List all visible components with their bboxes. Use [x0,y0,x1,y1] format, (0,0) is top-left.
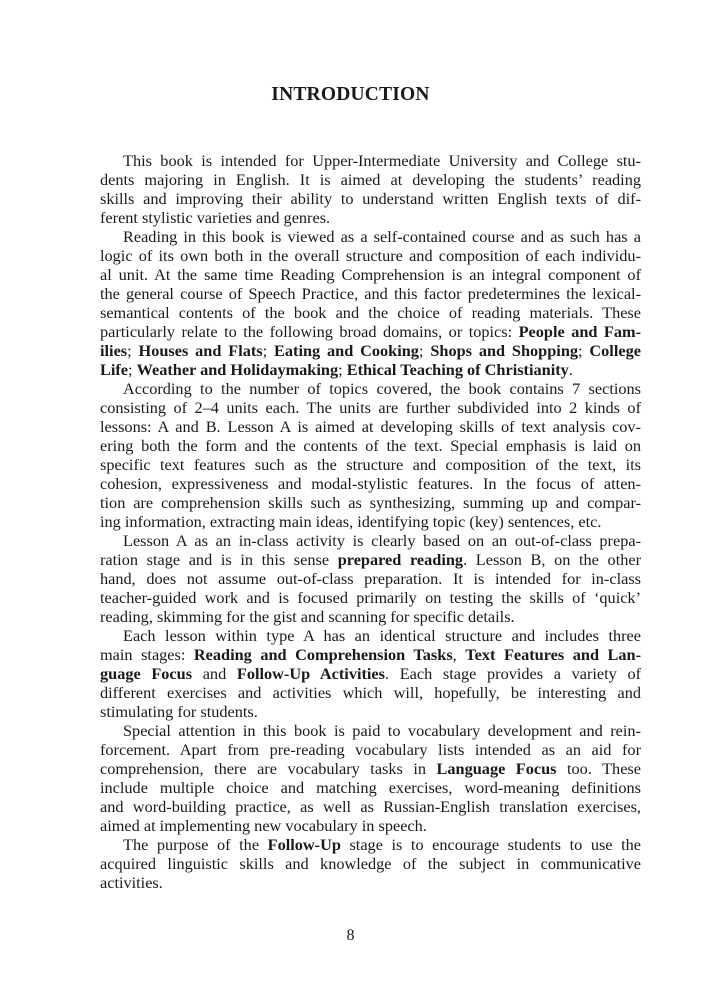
text-line [100,436,641,455]
text-segment: . Each stage provides a variety of [385,664,642,683]
text-line [100,569,641,588]
bold-term: guage Focus [100,664,193,683]
text-line [100,151,641,170]
text-segment: activities. [100,873,163,892]
text-line [100,550,641,569]
text-line [100,474,641,493]
text-line [100,246,641,265]
text-segment: aimed at implementing new vocabulary in speech. [100,816,427,835]
paragraph [100,721,641,835]
text-segment: hand, does not assume out-of-class preparation. It is intended for in-class [100,569,641,588]
text-segment: stimulating for students. [100,702,258,721]
bold-term: ilies [100,341,128,360]
text-segment: logic of its own both in the overall structure and composition of each individu- [100,246,641,265]
text-segment: , [452,645,466,664]
text-segment: specific text features such as the structure and composition of the text, its [100,455,641,474]
text-line [100,740,641,759]
text-line [100,493,641,512]
body-text [100,151,641,892]
text-line [100,455,641,474]
text-segment: This book is intended for Upper-Intermediate University and College stu- [123,151,641,170]
text-segment: The purpose of the [123,835,268,854]
text-segment: Special attention in this book is paid to vocabulary development and rein- [123,721,641,740]
text-segment: ; [128,360,137,379]
text-segment: skills and improving their ability to understand written English texts of dif- [100,189,641,208]
paragraph [100,227,641,379]
text-segment: particularly relate to the following broad domains, or topics: [100,322,519,341]
bold-term: Shops and Shopping [430,341,579,360]
text-segment: . [568,360,573,379]
page-title: INTRODUCTION [271,84,430,105]
bold-term: Follow-Up [267,835,341,854]
text-line [100,208,641,227]
bold-term: Life [100,360,129,379]
text-segment: ferent stylistic varieties and genres. [100,208,331,227]
text-segment: the general course of Speech Practice, and this factor predetermines the lexical- [100,284,641,303]
text-line [100,379,641,398]
text-segment: Lesson A as an in-class activity is clearly based on an out-of-class prepa- [123,531,641,550]
paragraph [100,151,641,227]
text-line [100,303,641,322]
text-segment: Reading in this book is viewed as a self-contained course and as such has a [123,227,641,246]
text-line [100,626,641,645]
bold-term: Reading and Comprehension Tasks [193,645,453,664]
text-line [100,778,641,797]
text-line [100,702,641,721]
text-line [100,360,641,379]
text-line [100,721,641,740]
text-segment: different exercises and activities which will, hopefully, be interesting and [100,683,641,702]
text-segment: ; [338,360,347,379]
text-line [100,417,641,436]
text-segment: ; [127,341,139,360]
text-line [100,607,641,626]
text-segment: and word-building practice, as well as Russian-English translation exercises, [100,797,641,816]
bold-term: Follow-Up Activities [236,664,385,683]
text-segment: consisting of 2–4 units each. The units are further subdivided into 2 kinds of [100,398,641,417]
bold-term: Eating and Cooking [274,341,419,360]
text-segment: too. These [556,759,641,778]
text-segment: ; [262,341,275,360]
text-segment: dents majoring in English. It is aimed at developing the students’ reading [100,170,641,189]
text-line [100,588,641,607]
text-segment: comprehension, there are vocabulary tasks in [100,759,437,778]
text-segment: and [192,664,237,683]
text-segment: ; [418,341,431,360]
text-segment: cohesion, expressiveness and modal-stylistic features. In the focus of atten- [100,474,641,493]
paragraph [100,626,641,721]
bold-term: People and Fam- [518,322,641,341]
text-line [100,284,641,303]
text-segment: ering both the form and the contents of the text. Special emphasis is laid on [100,436,641,455]
text-line [100,683,641,702]
bold-term: Text Features and Lan- [465,645,642,664]
bold-term: Ethical Teaching of Christianity [346,360,569,379]
paragraph [100,531,641,626]
text-segment: reading, skimming for the gist and scanning for specific details. [100,607,515,626]
text-segment: stage is to encourage students to use the [340,835,641,854]
page-number: 8 [346,927,355,944]
text-segment: include multiple choice and matching exercises, word-meaning definitions [100,778,641,797]
bold-term: Language Focus [436,759,557,778]
text-segment: . Lesson B, on the other [463,550,642,569]
text-segment: ing information, extracting main ideas, identifying topic (key) sentences, etc. [100,512,602,531]
text-line [100,398,641,417]
text-segment: acquired linguistic skills and knowledge of the subject in communicative [100,854,641,873]
bold-term: Weather and Holidaymaking [136,360,339,379]
text-line [100,512,641,531]
text-segment: According to the number of topics covered, the book contains 7 sections [123,379,641,398]
text-line [100,664,641,683]
text-line [100,835,641,854]
paragraph [100,379,641,531]
text-line [100,170,641,189]
text-segment: forcement. Apart from pre-reading vocabulary lists intended as an aid for [100,740,641,759]
text-segment: al unit. At the same time Reading Comprehension is an integral component of [100,265,641,284]
text-line [100,265,641,284]
paragraph [100,835,641,892]
text-line [100,227,641,246]
text-line [100,854,641,873]
text-segment: teacher-guided work and is focused primarily on testing the skills of ‘quick’ [100,588,641,607]
text-segment: tion are comprehension skills such as synthesizing, summing up and compar- [100,493,641,512]
text-segment: ration stage and is in this sense [100,550,338,569]
text-segment: lessons: A and B. Lesson A is aimed at developing skills of text analysis cov- [100,417,641,436]
text-segment: semantical contents of the book and the choice of reading materials. These [100,303,641,322]
text-line [100,531,641,550]
bold-term: prepared reading [337,550,464,569]
text-line [100,797,641,816]
text-segment: main stages: [100,645,194,664]
text-segment: ; [578,341,590,360]
text-segment: Each lesson within type A has an identical structure and includes three [123,626,641,645]
text-line [100,816,641,835]
text-line [100,645,641,664]
bold-term: Houses and Flats [138,341,263,360]
bold-term: College [589,341,641,360]
text-line [100,873,641,892]
text-line [100,759,641,778]
text-line [100,322,641,341]
text-line [100,341,641,360]
text-line [100,189,641,208]
